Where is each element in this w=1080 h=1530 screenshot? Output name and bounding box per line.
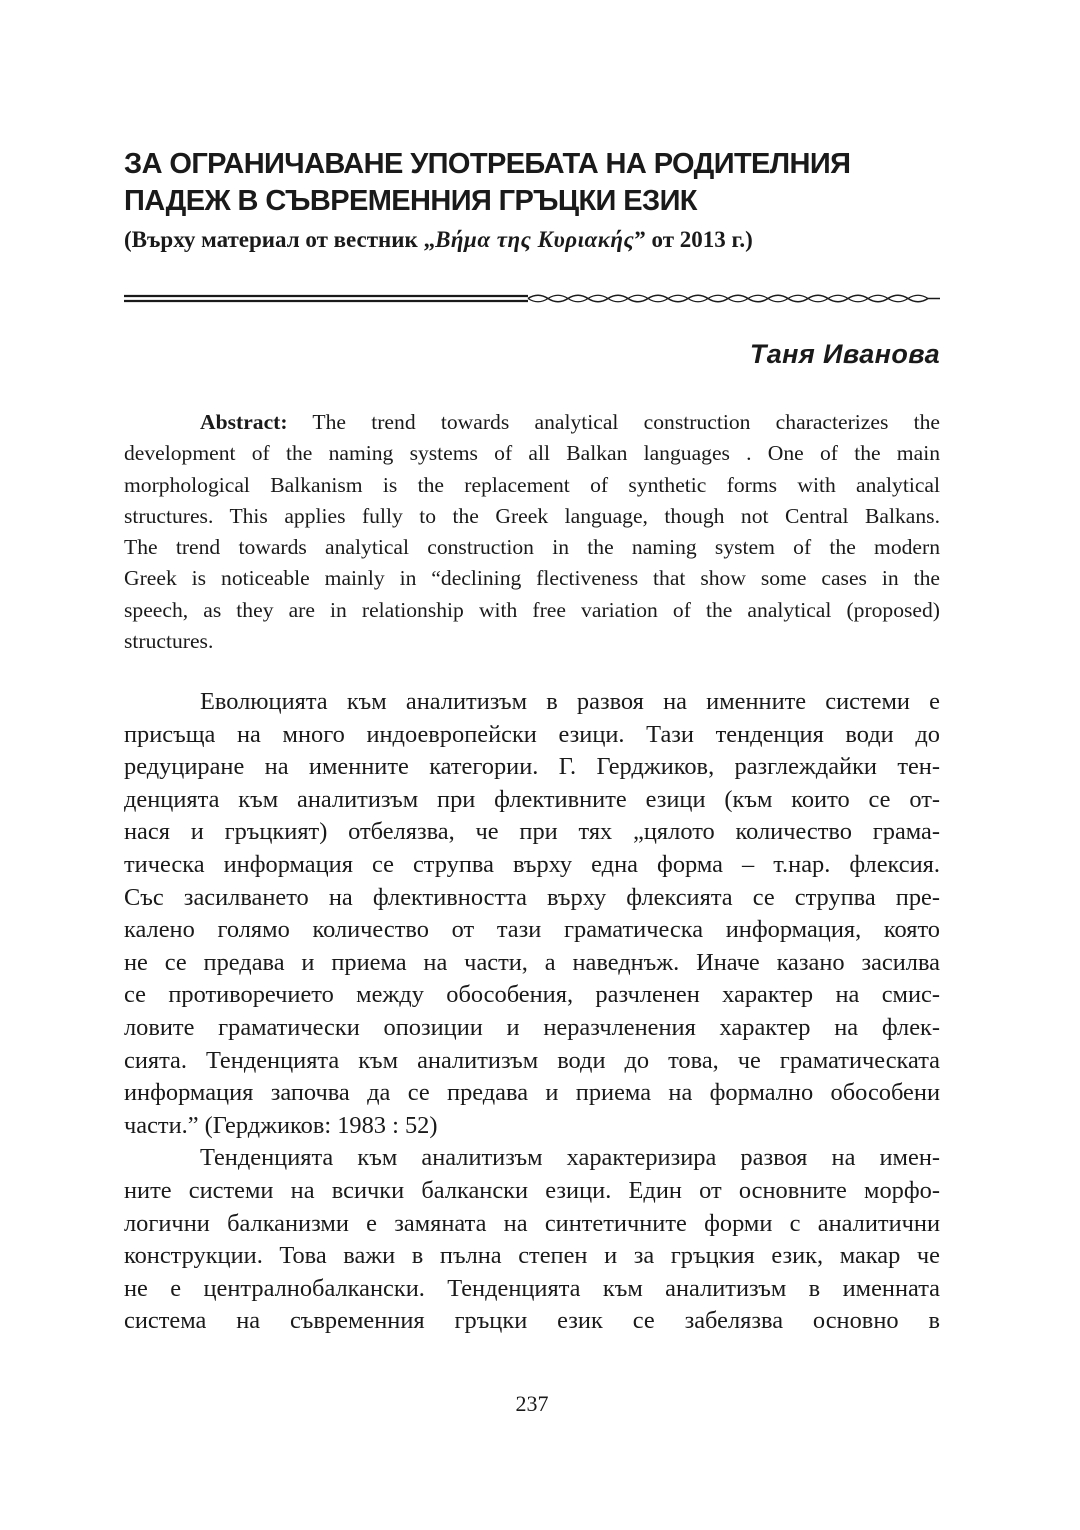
body-line: Тенденцията към аналитизъм характеризира развоя на имен- [200,1144,940,1172]
body-line: нася и гръцкият) отбелязва, че при тях „цялото количество грама- [124,818,940,846]
abstract-line: morphological Balkanism is the replacement of synthetic forms with analytical [124,472,940,497]
article-subtitle [124,224,940,256]
abstract-line [124,407,940,438]
body-line: система на съвременния гръцки език се забелязва основно в [124,1307,940,1335]
body-line: Еволюцията към аналитизъм в развоя на именните системи е [200,688,940,715]
author-name: Таня Иванова [749,339,940,369]
abstract-line: structures. [124,629,214,654]
divider-wave-ornament-second [528,295,928,302]
ornamental-divider [124,288,940,308]
article-title [124,146,940,220]
body-line: информация започва да се предава и приема на формално обособени [124,1079,940,1107]
subtitle-suffix: ” от 2013 г.) [634,227,753,252]
body-line: не е централнобалкански. Тенденцията към аналитизъм в именната [124,1274,940,1302]
body-line: не се предава и приема на части, а наведнъж. Иначе казано засилва [124,948,940,976]
subtitle-prefix: (Върху материал от вестник „ [124,227,436,252]
subtitle-greek-newspaper: Βήμα της Κυριακής [435,227,635,252]
body-line: се противоречието между обособения, разчленен характер на смис- [124,981,940,1009]
body-text [124,686,940,1338]
document-page [124,0,940,1530]
page-number: 237 [515,1391,549,1416]
abstract-line: The trend towards analytical construction in the naming system of the modern [124,535,940,560]
title-line-1: ЗА ОГРАНИЧАВАНЕ УПОТРЕБАТА НА РОДИТЕЛНИЯ [124,148,851,180]
abstract-paragraph [124,407,940,657]
abstract-line-text: The trend towards analytical construction characterizes the [287,410,940,434]
body-line: ните системи на всички балкански езици. Един от основните морфо- [124,1176,940,1204]
body-line: Със засилването на флективността върху флексията се струпва пре- [124,883,940,911]
body-line: ловите граматически опозиции и неразчленения характер на флек- [124,1013,940,1041]
body-line: конструкции. Това важи в пълна степен и за гръцкия език, макар че [124,1242,940,1270]
abstract-line: Greek is noticeable mainly in “declining flectiveness that show some cases in the [124,566,940,591]
body-line: присъща на много индоевропейски езици. Тази тенденция води до [124,720,940,748]
body-line: тическа информация се струпва върху една форма – т.нар. флексия. [124,850,940,878]
body-line: сията. Тенденцията към аналитизъм води до това, че граматическата [124,1046,940,1074]
abstract-line: speech, as they are in relationship with free variation of the analytical (proposed) [124,597,940,622]
abstract-line: structures. This applies fully to the Greek language, though not Central Balkans. [124,503,940,528]
title-line-2: ПАДЕЖ В СЪВРЕМЕННИЯ ГРЪЦКИ ЕЗИК [124,185,697,217]
body-line: денцията към аналитизъм при флективните езици (към които се от- [124,785,940,813]
body-line: калено голямо количество от тази граматическа информация, която [124,916,940,944]
abstract-label: Abstract: [200,410,288,434]
abstract-line: development of the naming systems of all Balkan languages . One of the main [124,441,940,466]
body-line: редуциране на именните категории. Г. Герджиков, разглеждайки тен- [124,753,940,781]
body-line: логични балканизми е замяната на синтетичните форми с аналитични [124,1209,940,1237]
body-line: части.” (Герджиков: 1983 : 52) [124,1111,438,1139]
